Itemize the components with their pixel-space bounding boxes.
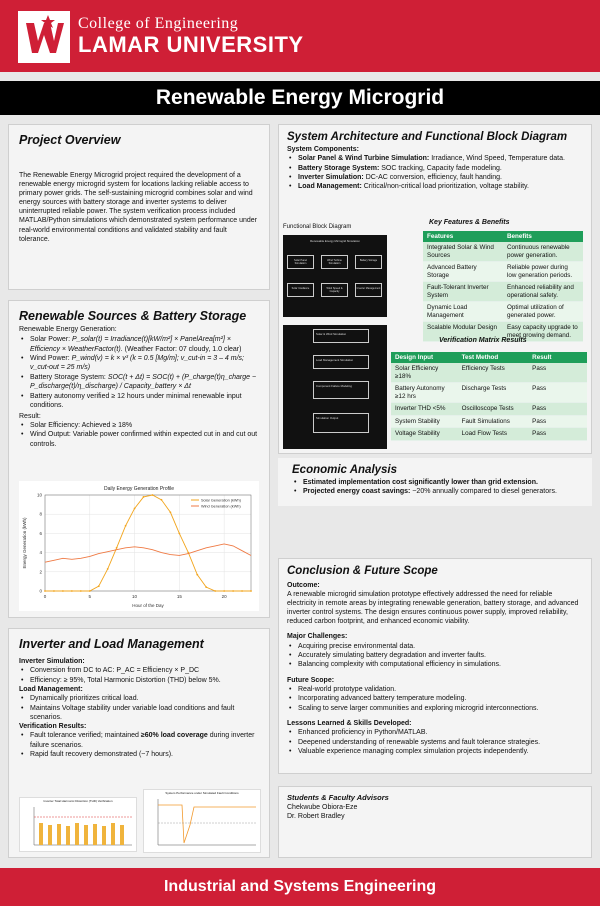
test-method-cell: Oscilloscope Tests	[458, 403, 529, 416]
key-features-title: Key Features & Benefits	[429, 219, 510, 226]
result-cell: Pass	[528, 403, 587, 416]
thd-bars	[20, 803, 138, 851]
benefit-cell: Optimal utilization of generated power.	[503, 302, 583, 322]
design-input-header: Design Input	[391, 352, 458, 363]
fbd-block: Inverter Management	[355, 283, 382, 297]
lessons-label: Lessons Learned & Skills Developed:	[287, 720, 412, 728]
test-method-header: Test Method	[458, 352, 529, 363]
test-method-cell: Fault Simulations	[458, 415, 529, 428]
component-item	[287, 182, 583, 191]
lamar-logo-icon	[18, 11, 70, 63]
feature-cell: Integrated Solar & Wind Sources	[423, 242, 503, 262]
advisor-name: Chekwube Obiora-Eze	[287, 804, 358, 811]
design-input-cell: Battery Autonomy ≥12 hrs	[391, 383, 458, 403]
component-name: Load Management:	[298, 183, 362, 191]
feature-cell: Scalable Modular Design	[423, 322, 503, 342]
data-point	[223, 590, 225, 592]
result-cell: Pass	[528, 415, 587, 428]
data-point	[205, 586, 207, 588]
data-point	[107, 568, 109, 570]
solar-power-note: (Weather Factor: 07 cloudy, 1.0 clear)	[124, 345, 242, 353]
wind-power-item	[19, 354, 259, 373]
university-name: LAMAR UNIVERSITY	[78, 32, 304, 57]
outcome-label: Outcome:	[287, 582, 320, 589]
fbd-block: Wind Speed & Capacity	[321, 283, 348, 297]
data-point	[98, 585, 100, 587]
x-tick-label: 0	[43, 594, 47, 599]
advisors-panel	[278, 786, 592, 858]
conclusion-title: Conclusion & Future Scope	[287, 565, 438, 577]
lesson-item: • Deepened understanding of renewable systems and fault tolerance strategies.	[287, 738, 583, 747]
y-tick-label: 6	[39, 530, 42, 536]
flow-block: Solar & Wind Simulation	[313, 329, 369, 343]
chart-title: Daily Energy Generation Profile	[103, 486, 175, 492]
table-row	[391, 403, 587, 416]
table-row	[423, 262, 583, 282]
y-tick-label: 10	[36, 492, 42, 498]
benefit-cell: Continuous renewable power generation.	[503, 242, 583, 262]
economic-analysis-panel	[278, 458, 592, 506]
fault-mini-chart	[143, 789, 261, 853]
architecture-panel	[278, 124, 592, 454]
data-point	[250, 590, 252, 592]
x-tick-label: 10	[132, 594, 138, 599]
battery-storage-formula: SOC(t + Δt) = SOC(t) + (P_charge(t)η_charge − P_discharge(t)/η_discharge) / Capacity_battery × Δt	[30, 373, 257, 391]
legend-entry: Wind Generation (kWh)	[201, 504, 241, 509]
advisor-name: Dr. Robert Bradley	[287, 813, 345, 821]
data-point	[116, 547, 118, 549]
series-line	[45, 544, 251, 562]
component-desc: Irradiance, Wind Speed, Temperature data.	[431, 155, 565, 163]
outcome-text: A renewable microgrid simulation prototype effectively addressed the need for reliable electricity in remote areas by integrating renewable generation, battery storage, and advanced inverter control systems. The design ensures continuous power supply, improved reliability, reduced carbon footprint, and enhanced economic viability.	[287, 591, 579, 626]
series-line	[45, 495, 251, 591]
flow-block: Component Failure Modeling	[313, 381, 369, 399]
features-header: Features	[423, 231, 503, 242]
data-point	[214, 590, 216, 592]
y-tick-label: 4	[39, 550, 42, 556]
component-name: Inverter Simulation:	[298, 173, 364, 181]
test-method-cell: Load Flow Tests	[458, 428, 529, 441]
challenge-item: • Balancing complexity with computational efficiency in simulations.	[287, 660, 583, 669]
result-item: • Wind Output: Variable power confirmed within expected cut in and cut out controls.	[19, 430, 259, 449]
table-row	[391, 415, 587, 428]
inverter-title: Inverter and Load Management	[19, 637, 204, 651]
project-overview-panel	[8, 124, 270, 290]
economic-item: • Estimated implementation cost significantly lower than grid extension.	[292, 478, 578, 487]
design-input-cell: Inverter THD <5%	[391, 403, 458, 416]
legend-entry: Solar Generation (kWh)	[201, 498, 241, 503]
benefit-cell: Enhanced reliability and operational safety.	[503, 282, 583, 302]
verification-matrix-title: Verification Matrix Results	[439, 337, 527, 344]
verification-results-label: Verification Results:	[19, 723, 87, 731]
data-point	[178, 533, 180, 535]
data-point	[161, 499, 163, 501]
fbd-label: Functional Block Diagram	[283, 224, 352, 230]
y-tick-label: 0	[39, 588, 42, 594]
plot-frame	[45, 495, 251, 591]
design-input-cell: System Stability	[391, 415, 458, 428]
inverter-panel	[8, 628, 270, 858]
footer-banner: Industrial and Systems Engineering	[0, 868, 600, 906]
x-tick-label: 20	[221, 594, 227, 599]
fbd-block: Wind Turbine Simulation	[321, 255, 348, 269]
data-point	[80, 590, 82, 592]
component-desc: Critical/non-critical load prioritization, voltage stability.	[363, 183, 529, 191]
functional-block-diagram	[283, 235, 387, 317]
load-management-item: • Maintains Voltage stability under variable load conditions and fault scenarios.	[19, 704, 259, 723]
flow-block: Load Management Simulation	[313, 355, 369, 369]
y-tick-label: 8	[39, 511, 42, 517]
advisors-title: Students & Faculty Advisors	[287, 793, 389, 802]
verif-bold: ≥60% load coverage	[140, 732, 208, 740]
solar-power-item	[19, 335, 259, 354]
conclusion-panel	[278, 558, 592, 774]
verif-text: during inverter failure scenarios.	[30, 732, 255, 749]
design-input-cell: Solar Efficiency ≥18%	[391, 363, 458, 383]
component-item	[287, 164, 583, 173]
table-row	[391, 428, 587, 441]
test-method-cell: Efficiency Tests	[458, 363, 529, 383]
fault-curve	[144, 795, 262, 851]
component-desc: DC-AC conversion, efficiency, fault handing.	[365, 173, 502, 181]
benefit-cell: Easy capacity upgrade to meet growing demand.	[503, 322, 583, 342]
future-item: • Scaling to serve larger communities and exploring microgrid interconnections.	[287, 704, 583, 713]
feature-cell: Dynamic Load Management	[423, 302, 503, 322]
renewable-generation-label: Renewable Energy Generation:	[19, 326, 117, 333]
future-item: • Real-world prototype validation.	[287, 685, 583, 694]
y-axis-label: Energy Generation (kWh)	[22, 517, 27, 569]
solar-power-formula: P_solar(t) = Irradiance(t)[kW/m²] × PanelArea[m²] × Efficiency × WeatherFactor(t).	[30, 336, 231, 353]
future-item: • Incorporating advanced battery temperature modeling.	[287, 694, 583, 703]
battery-autonomy-item: • Battery autonomy verified ≥ 12 hours under minimal renewable input conditions.	[19, 392, 259, 411]
data-point	[62, 590, 64, 592]
load-management-label: Load Management:	[19, 685, 83, 693]
data-point	[53, 590, 55, 592]
thd-mini-chart-title: Inverter Total Harmonic Distortion (THD) Verification	[43, 799, 113, 803]
project-overview-title: Project Overview	[19, 133, 121, 147]
flow-block: Simulation Output	[313, 413, 369, 433]
battery-storage-item	[19, 373, 259, 392]
design-input-cell: Voltage Stability	[391, 428, 458, 441]
data-point	[143, 496, 145, 498]
verif-text: Fault tolerance verified; maintained	[30, 732, 141, 740]
table-row	[423, 282, 583, 302]
thd-mini-chart	[19, 797, 137, 852]
test-method-cell: Discharge Tests	[458, 383, 529, 403]
wind-power-label: Wind Power:	[30, 354, 70, 362]
feature-cell: Advanced Battery Storage	[423, 262, 503, 282]
result-cell: Pass	[528, 383, 587, 403]
inverter-sim-item: • Conversion from DC to AC: P_AC = Efficiency × P_DC	[19, 666, 259, 675]
table-row	[391, 383, 587, 403]
components-label: System Components:	[287, 146, 359, 153]
poster-title: Renewable Energy Microgrid	[0, 81, 600, 115]
data-point	[152, 494, 154, 496]
renewable-sources-title: Renewable Sources & Battery Storage	[19, 309, 247, 323]
economic-bold: Projected energy coast savings:	[303, 488, 411, 496]
battery-storage-label: Battery Storage System:	[30, 373, 106, 381]
solar-power-label: Solar Power:	[30, 336, 71, 344]
lesson-item: • Valuable experience managing complex simulation projects independently.	[287, 747, 583, 756]
result-cell: Pass	[528, 428, 587, 441]
inverter-sim-item: • Efficiency: ≥ 95%, Total Harmonic Distortion (THD) below 5%.	[19, 676, 259, 685]
challenge-item: • Acquiring precise environmental data.	[287, 642, 583, 651]
future-scope-label: Future Scope:	[287, 676, 335, 684]
data-point	[89, 590, 91, 592]
fbd-block: Solar Panel Simulation	[287, 255, 314, 269]
economic-text: ~20% annually compared to diesel generators.	[410, 488, 557, 496]
architecture-title: System Architecture and Functional Block Diagram	[287, 131, 568, 143]
data-point	[125, 525, 127, 527]
fbd-block: Battery Storage	[355, 255, 382, 269]
result-header: Result	[528, 352, 587, 363]
economic-item	[292, 487, 578, 496]
data-point	[71, 590, 73, 592]
load-management-item: • Dynamically prioritizes critical load.	[19, 694, 259, 703]
fbd-block: Solar Irradiance	[287, 283, 314, 297]
data-point	[44, 590, 46, 592]
benefits-header: Benefits	[503, 231, 583, 242]
wind-power-formula: P_wind(v) = k × v³ (k = 0.5 [Mg/m]; v_cut-in = 3 – 4 m/s; v_cut-out = 25 m/s)	[30, 354, 244, 372]
data-point	[232, 590, 234, 592]
data-point	[134, 508, 136, 510]
inverter-sim-label: Inverter Simulation:	[19, 658, 85, 665]
fault-mini-chart-title: System Performance under Simulated Fault Conditions	[165, 791, 239, 795]
verification-result-item	[19, 731, 259, 750]
benefit-cell: Reliable power during low generation periods.	[503, 262, 583, 282]
challenge-item: • Accurately simulating battery degradation and inverter faults.	[287, 651, 583, 660]
component-name: Battery Storage System:	[298, 164, 380, 172]
table-row	[391, 363, 587, 383]
component-item	[287, 173, 583, 182]
header-banner	[0, 0, 600, 72]
table-row	[423, 302, 583, 322]
data-point	[241, 590, 243, 592]
college-name: College of Engineering	[78, 15, 239, 32]
component-item	[287, 154, 583, 163]
result-item: • Solar Efficiency: Achieved ≥ 18%	[19, 421, 259, 430]
data-point	[169, 511, 171, 513]
daily-energy-chart	[19, 481, 259, 611]
component-desc: SOC tracking, Capacity fade modeling.	[381, 164, 502, 172]
renewable-sources-panel	[8, 300, 270, 618]
result-cell: Pass	[528, 363, 587, 383]
y-tick-label: 2	[39, 569, 42, 575]
lesson-item: • Enhanced proficiency in Python/MATLAB.	[287, 728, 583, 737]
simulation-flow-diagram	[283, 325, 387, 449]
fbd-top-title: Renewable Energy Microgrid Simulation	[310, 239, 360, 243]
x-tick-label: 15	[176, 594, 182, 599]
component-name: Solar Panel & Wind Turbine Simulation:	[298, 155, 430, 163]
economic-analysis-title: Economic Analysis	[292, 464, 398, 476]
data-point	[196, 574, 198, 576]
verification-result-item: • Rapid fault recovery demonstrated (~7 hours).	[19, 750, 259, 759]
table-row	[423, 242, 583, 262]
project-overview-text: The Renewable Energy Microgrid project required the development of a renewable energy microgrid system for locations lacking reliable access to primary power grids. The self-sustaining microgrid combines solar and wind energy sources with battery storage and inverter systems to deliver uninterrupted reliable power. The system verification process included MATLAB/Python simulations which demonstrated system performance under real-world environmental conditions and validated stability and fault tolerance.	[19, 172, 257, 243]
x-axis-label: Hour of the Day	[132, 603, 164, 608]
x-tick-label: 5	[88, 594, 92, 599]
feature-cell: Fault-Tolerant Inverter System	[423, 282, 503, 302]
verification-matrix-table	[391, 352, 587, 441]
result-label: Result:	[19, 412, 41, 420]
challenges-label: Major Challenges:	[287, 633, 348, 641]
key-features-table	[423, 231, 583, 342]
